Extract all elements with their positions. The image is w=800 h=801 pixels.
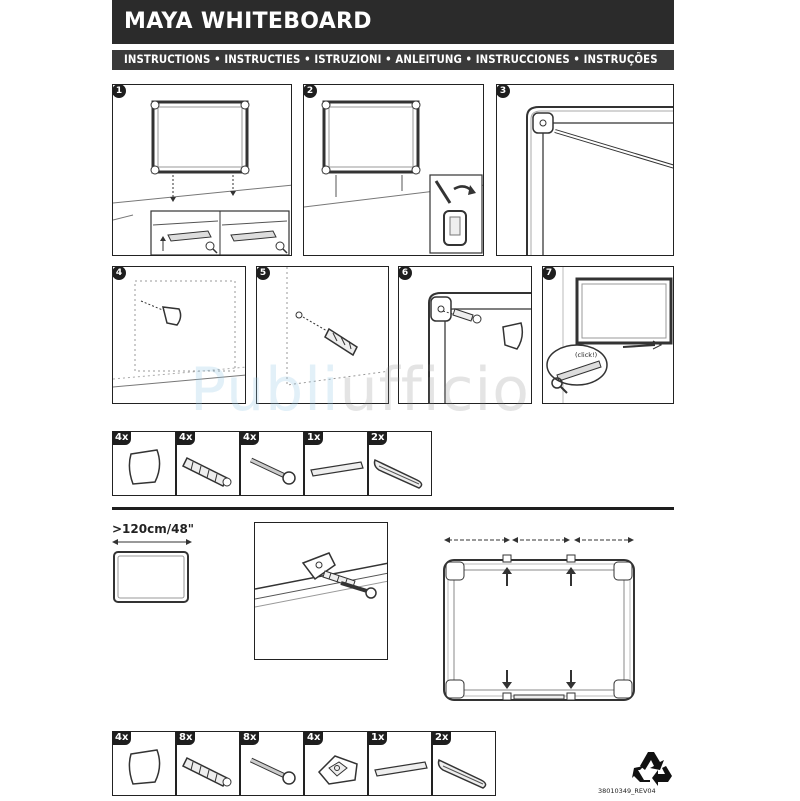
part-qty: 8x: [176, 731, 195, 745]
bracket-mount-illustration: [255, 523, 388, 660]
board-size-illustration: [112, 538, 192, 604]
step-2-panel: [303, 84, 484, 256]
size-label: >120cm/48": [112, 522, 195, 536]
step-1-illustration: [113, 85, 292, 256]
watermark-part-1: Publi: [190, 355, 340, 425]
title-bar: [112, 0, 674, 44]
part-qty: 1x: [368, 731, 387, 745]
part-tray-bracket: [432, 731, 496, 796]
step-3-panel: [496, 84, 674, 256]
part-qty: 4x: [112, 731, 131, 745]
part-qty: 2x: [368, 431, 387, 445]
part-tray-bracket: [368, 431, 432, 496]
part-cover: [112, 731, 176, 796]
step-4-illustration: [113, 267, 246, 404]
part-qty: 4x: [112, 431, 131, 445]
step-2-badge: 2: [303, 84, 317, 98]
step-5-badge: 5: [256, 266, 270, 280]
recycle-icon: [632, 748, 676, 786]
click-label: (click!): [575, 351, 598, 359]
document-code: 38010349_REV04: [598, 787, 656, 795]
part-pen-tray: [368, 731, 432, 796]
part-wall-plug: [176, 731, 240, 796]
part-pen-tray: [304, 431, 368, 496]
part-qty: 4x: [240, 431, 259, 445]
step-4-panel: [112, 266, 246, 404]
part-wall-plug: [176, 431, 240, 496]
part-hanging-bracket: [304, 731, 368, 796]
step-6-badge: 6: [398, 266, 412, 280]
step-7-panel: [542, 266, 674, 404]
step-1-panel: [112, 84, 292, 256]
part-cover: [112, 431, 176, 496]
watermark-part-2: ufficio: [339, 355, 530, 425]
subtitle-bar: [112, 50, 674, 70]
step-5-panel: [256, 266, 389, 404]
step-6-panel: [398, 266, 532, 404]
step-3-illustration: [497, 85, 674, 256]
step-2-illustration: [304, 85, 484, 256]
part-qty: 2x: [432, 731, 451, 745]
large-board-diagram: [436, 530, 642, 710]
step-4-badge: 4: [112, 266, 126, 280]
section-divider: [112, 507, 674, 510]
step-6-illustration: [399, 267, 532, 404]
step-1-badge: 1: [112, 84, 126, 98]
part-screw: [240, 731, 304, 796]
part-qty: 8x: [240, 731, 259, 745]
step-7-badge: 7: [542, 266, 556, 280]
part-qty: 4x: [304, 731, 323, 745]
part-qty: 4x: [176, 431, 195, 445]
step-5-illustration: [257, 267, 389, 404]
part-screw: [240, 431, 304, 496]
document-title: MAYA WHITEBOARD: [124, 9, 372, 34]
step-3-badge: 3: [496, 84, 510, 98]
instructions-languages: INSTRUCTIONS • INSTRUCTIES • ISTRUZIONI • ANLEITUNG • INSTRUCCIONES • INSTRUÇÕES: [124, 53, 658, 66]
part-qty: 1x: [304, 431, 323, 445]
bracket-mount-panel: [254, 522, 388, 660]
step-7-illustration: [543, 267, 674, 404]
